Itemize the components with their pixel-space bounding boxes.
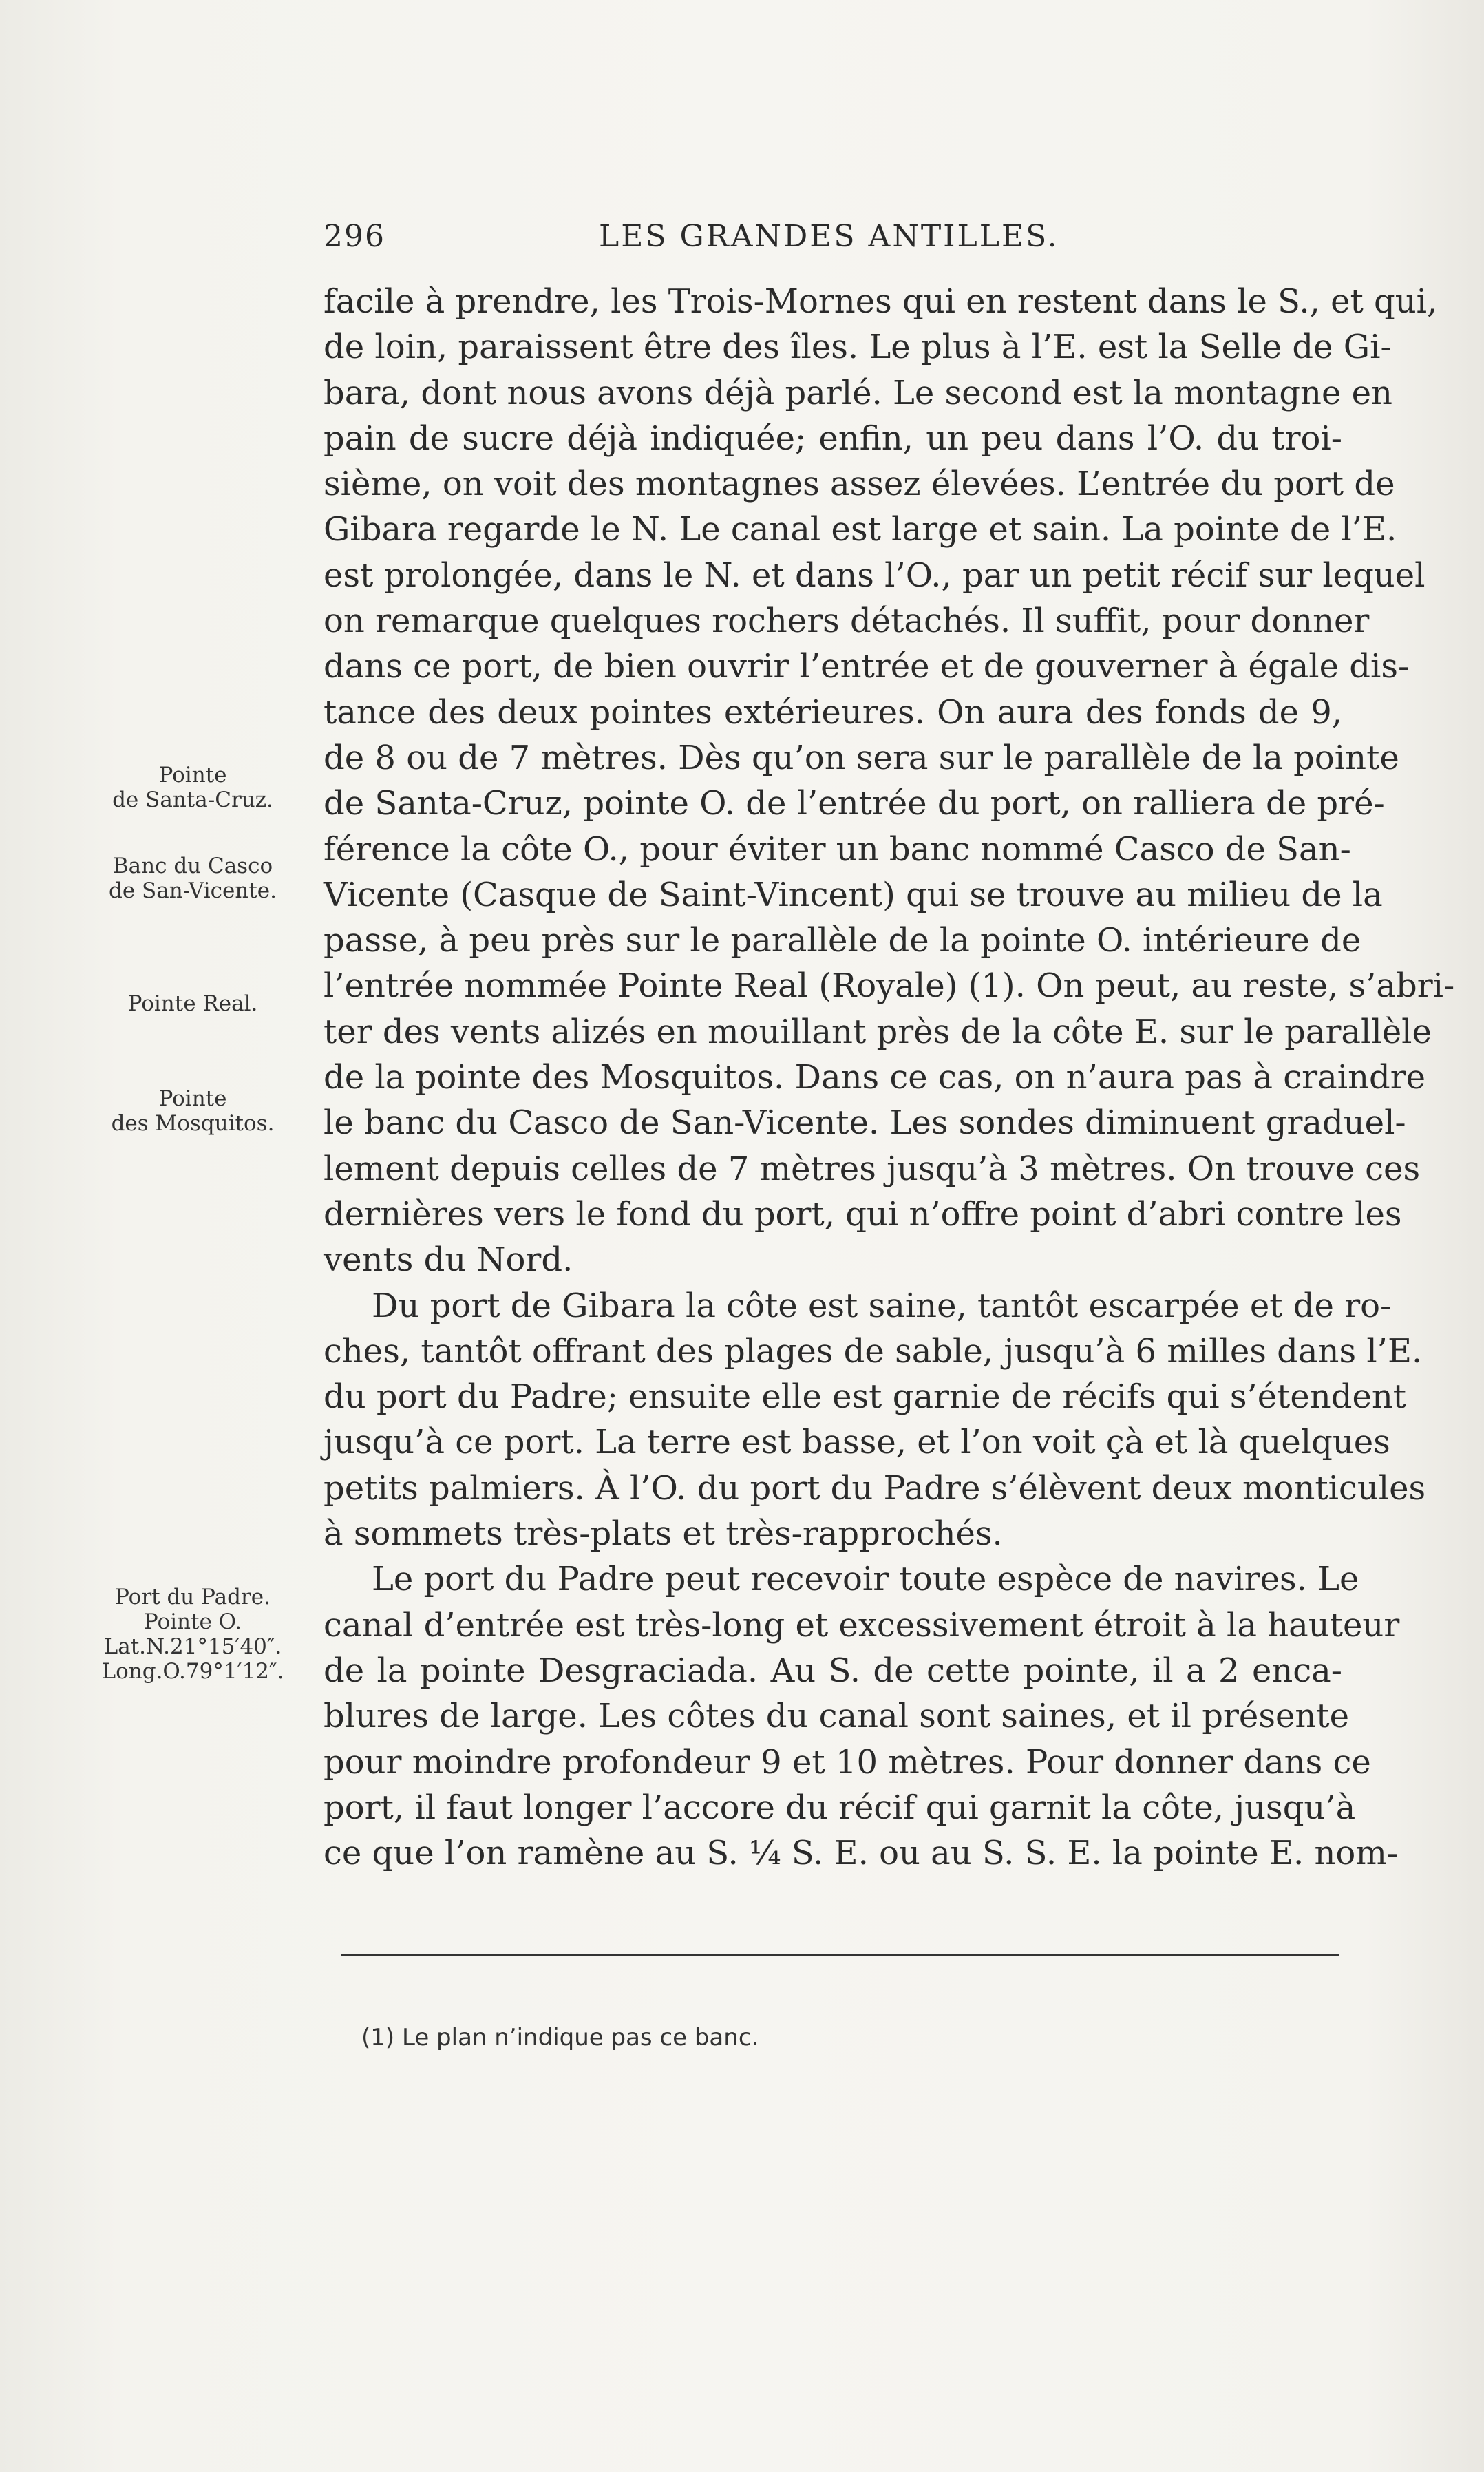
- text-line: du port du Padre; ensuite elle est garnie de récifs qui s’étendent: [324, 1377, 1407, 1417]
- text-line: de Santa-Cruz, pointe O. de l’entrée du port, on ralliera de pré-: [324, 784, 1385, 823]
- margin-note-line: des Mosquitos.: [111, 1111, 275, 1136]
- text-line: à sommets très-plats et très-rapprochés.: [324, 1514, 1003, 1554]
- margin-note-pointe-santa-cruz: [69, 763, 317, 812]
- margin-note-line: de Santa-Cruz.: [112, 788, 273, 812]
- margin-note-line: Lat.N.21°15′40″.: [103, 1634, 282, 1659]
- text-line: on remarque quelques rochers détachés. Il suffit, pour donner: [324, 602, 1370, 641]
- text-line: Gibara regarde le N. Le canal est large et sain. La pointe de l’E.: [324, 510, 1397, 549]
- text-line: Le port du Padre peut recevoir toute espèce de navires. Le: [372, 1560, 1359, 1599]
- margin-note-banc-casco: [69, 854, 317, 903]
- text-line: de loin, paraissent être des îles. Le plus à l’E. est la Selle de Gi-: [324, 328, 1392, 367]
- text-line: petits palmiers. À l’O. du port du Padre s’élèvent deux monticules: [324, 1468, 1426, 1508]
- margin-note-line: Pointe Real.: [127, 991, 258, 1016]
- margin-note-pointe-real: [69, 991, 317, 1016]
- running-title: LES GRANDES ANTILLES.: [599, 219, 1059, 254]
- text-line: blures de large. Les côtes du canal sont saines, et il présente: [324, 1697, 1349, 1736]
- footnote: (1) Le plan n’indique pas ce banc.: [361, 2024, 759, 2051]
- text-line: Du port de Gibara la côte est saine, tantôt escarpée et de ro-: [372, 1286, 1392, 1325]
- page-number: 296: [324, 219, 385, 254]
- margin-note-line: Pointe: [158, 763, 227, 788]
- text-line: ches, tantôt offrant des plages de sable, jusqu’à 6 milles dans l’E.: [324, 1331, 1423, 1371]
- margin-note-line: de San-Vicente.: [108, 878, 277, 903]
- text-line: Vicente (Casque de Saint-Vincent) qui se trouve au milieu de la: [324, 875, 1383, 914]
- text-line: jusqu’à ce port. La terre est basse, et l’on voit çà et là quelques: [324, 1423, 1390, 1462]
- margin-note-line: Pointe: [158, 1086, 227, 1111]
- text-line: ter des vents alizés en mouillant près de la côte E. sur le parallèle: [324, 1012, 1432, 1051]
- text-line: est prolongée, dans le N. et dans l’O., par un petit récif sur lequel: [324, 556, 1425, 595]
- text-line: de 8 ou de 7 mètres. Dès qu’on sera sur le parallèle de la pointe: [324, 738, 1399, 777]
- text-line: lement depuis celles de 7 mètres jusqu’à 3 mètres. On trouve ces: [324, 1149, 1421, 1188]
- main-text: [324, 279, 1455, 1876]
- text-line: dernières vers le fond du port, qui n’offre point d’abri contre les: [324, 1194, 1402, 1234]
- text-line: port, il faut longer l’accore du récif qui garnit la côte, jusqu’à: [324, 1788, 1356, 1827]
- margin-note-line: Long.O.79°1′12″.: [101, 1659, 284, 1684]
- text-line: de la pointe Desgraciada. Au S. de cette pointe, il a 2 enca-: [324, 1651, 1342, 1690]
- margin-note-line: Port du Padre.: [115, 1585, 271, 1609]
- margin-note-line: Pointe O.: [143, 1609, 242, 1634]
- margin-note-line: Banc du Casco: [112, 854, 273, 878]
- text-line: l’entrée nommée Pointe Real (Royale) (1). On peut, au reste, s’abri-: [324, 966, 1455, 1006]
- text-line: vents du Nord.: [324, 1240, 573, 1280]
- text-line: tance des deux pointes extérieures. On aura des fonds de 9,: [324, 693, 1342, 732]
- text-line: pain de sucre déjà indiquée; enfin, un peu dans l’O. du troi-: [324, 419, 1342, 458]
- text-line: passe, à peu près sur le parallèle de la pointe O. intérieure de: [324, 921, 1361, 960]
- text-line: de la pointe des Mosquitos. Dans ce cas, on n’aura pas à craindre: [324, 1058, 1426, 1097]
- text-line: bara, dont nous avons déjà parlé. Le second est la montagne en: [324, 373, 1392, 412]
- margin-note-port-padre: [69, 1585, 317, 1684]
- text-line: le banc du Casco de San-Vicente. Les sondes diminuent graduel-: [324, 1103, 1406, 1143]
- text-line: ce que l’on ramène au S. ¼ S. E. ou au S. S. E. la pointe E. nom-: [324, 1834, 1399, 1873]
- text-line: pour moindre profondeur 9 et 10 mètres. Pour donner dans ce: [324, 1742, 1371, 1782]
- margin-note-pointe-mosquitos: [69, 1086, 317, 1136]
- text-line: sième, on voit des montagnes assez élevées. L’entrée du port de: [324, 465, 1395, 504]
- page-header: [324, 219, 1349, 260]
- text-line: dans ce port, de bien ouvrir l’entrée et de gouverner à égale dis-: [324, 647, 1410, 686]
- text-line: férence la côte O., pour éviter un banc nommé Casco de San-: [324, 830, 1351, 869]
- text-line: facile à prendre, les Trois-Mornes qui en restent dans le S., et qui,: [324, 282, 1438, 321]
- text-line: canal d’entrée est très-long et excessivement étroit à la hauteur: [324, 1605, 1400, 1645]
- footnote-divider: [341, 1954, 1339, 1956]
